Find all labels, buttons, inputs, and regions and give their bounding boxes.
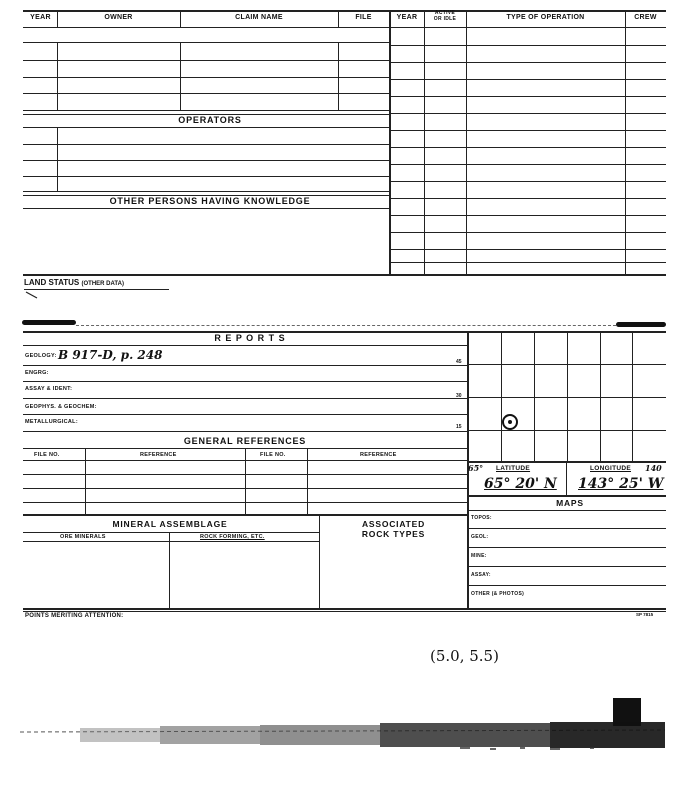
associated-rock-types-line1: ASSOCIATED [361,519,426,529]
location-circle-icon [500,412,520,432]
maps-mine-label: MINE: [471,553,487,559]
general-references-heading: GENERAL REFERENCES [183,436,307,446]
longitude-suffix: 140 [645,463,662,473]
land-status-heading [24,278,124,287]
latitude-value: 65° 20' N [484,476,557,492]
col-header-active-line1: ACTIVE [434,10,456,16]
operators-heading: OPERATORS [178,115,242,125]
ref-col-file-no-2: FILE NO. [260,452,286,458]
ref-col-file-no-1: FILE NO. [34,452,60,458]
metallurgical-label: METALLURGICAL: [25,419,78,425]
geology-label: GEOLOGY: [25,353,57,359]
geophys-geochem-label: GEOPHYS. & GEOCHEM: [25,404,97,410]
points-meriting-attention-label: POINTS MERITING ATTENTION: [25,613,124,619]
reports-count-30: 30 [456,393,462,399]
longitude-value: 143° 25' W [578,476,664,492]
scan-smudge [20,720,665,752]
latitude-prefix: 65° [468,463,484,473]
col-header-year-2: YEAR [396,14,418,21]
maps-geol-label: GEOL: [471,534,489,540]
pen-mark-icon [25,290,39,300]
other-persons-heading: OTHER PERSONS HAVING KNOWLEDGE [109,196,311,206]
assay-ident-label: ASSAY & IDENT: [25,386,73,392]
reports-count-15: 15 [456,424,462,430]
punch-mark-left [22,320,76,325]
rock-forming-label: ROCK FORMING, ETC. [200,534,265,540]
maps-other-label: OTHER (& PHOTOS) [471,591,525,597]
col-header-type-of-operation: TYPE OF OPERATION [506,14,585,21]
col-header-claim-name: CLAIM NAME [235,14,283,21]
ref-col-reference-2: REFERENCE [360,452,397,458]
col-header-active-line2: OR IDLE [433,16,457,22]
maps-topos-label: TOPOS: [471,515,492,521]
handwritten-note: (5.0, 5.5) [430,647,499,665]
reports-heading: R E P O R T S [214,333,286,343]
longitude-label: LONGITUDE [590,465,631,472]
form-code: SP 7815 [636,612,654,617]
reports-count-45: 45 [456,359,462,365]
maps-assay-label: ASSAY: [471,572,491,578]
col-header-crew: CREW [634,14,657,21]
col-header-file: FILE [355,14,372,21]
ore-minerals-label: ORE MINERALS [60,534,106,540]
mineral-assemblage-heading: MINERAL ASSEMBLAGE [112,519,228,529]
engrg-label: ENGRG: [25,370,49,376]
col-header-owner: OWNER [104,14,133,21]
ref-col-reference-1: REFERENCE [140,452,177,458]
maps-heading: MAPS [556,498,584,508]
land-status-note: (OTHER DATA) [81,281,124,287]
associated-rock-types-line2: ROCK TYPES [361,529,426,539]
land-status-label: LAND STATUS [24,278,80,287]
latitude-label: LATITUDE [496,465,531,472]
col-header-year: YEAR [30,14,51,21]
geology-value: B 917-D, p. 248 [58,348,163,362]
punch-mark-right [616,322,666,327]
